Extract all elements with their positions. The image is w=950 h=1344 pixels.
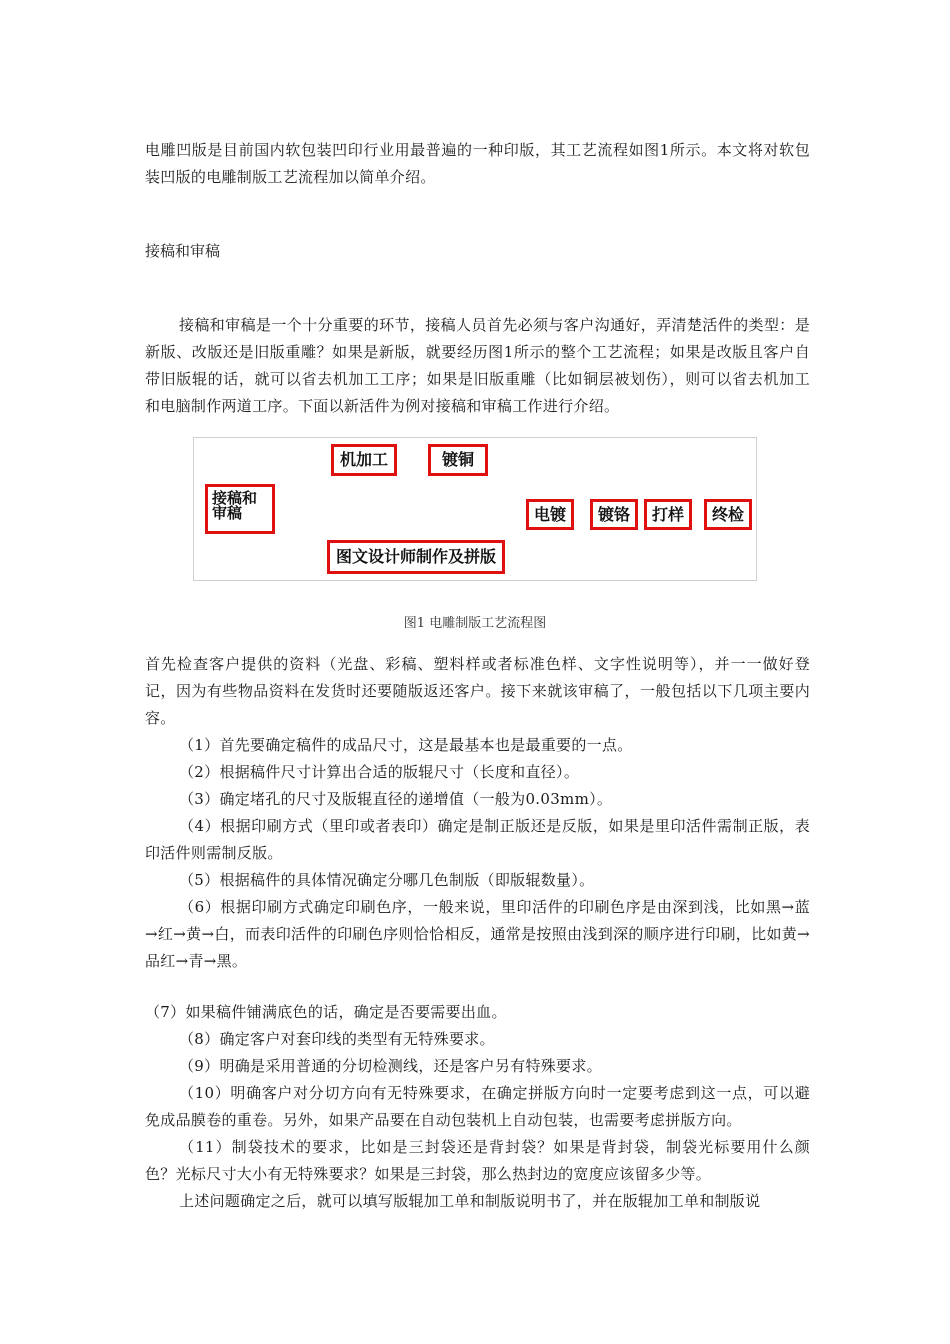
flow-box-machining: 机加工 <box>331 444 397 476</box>
list-item-7: （7）如果稿件铺满底色的话，确定是否要需要出血。 <box>145 1003 507 1021</box>
section-heading: 接稿和审稿 <box>145 242 221 260</box>
body-block-2 <box>145 999 810 1215</box>
flow-box-electroplate: 电镀 <box>526 499 574 530</box>
body-paragraph-1: 首先检查客户提供的资料（光盘、彩稿、塑料样或者标准色样、文字性说明等），并一一做好登记，因为有些物品资料在发货时还要随版返还客户。接下来就该审稿了，一般包括以下几项主要内容。 <box>145 655 810 727</box>
list-item-6: （6）根据印刷方式确定印刷色序，一般来说，里印活件的印刷色序是由深到浅，比如黑→蓝→红→黄→白，而表印活件的印刷色序则恰恰相反，通常是按照由浅到深的顺序进行印刷，比如黄→品红→青→黑。 <box>145 898 810 970</box>
list-item-3: （3）确定堵孔的尺寸及版辊直径的递增值（一般为0.03mm）。 <box>179 790 613 808</box>
list-item-1: （1）首先要确定稿件的成品尺寸，这是最基本也是最重要的一点。 <box>179 736 633 754</box>
flow-box-copper: 镀铜 <box>428 444 488 476</box>
intro-paragraph <box>145 137 810 191</box>
figure-caption: 图1 电雕制版工艺流程图 <box>403 616 547 631</box>
list-item-11: （11）制袋技术的要求，比如是三封袋还是背封袋？如果是背封袋，制袋光标要用什么颜色？光标尺寸大小有无特殊要求？如果是三封袋，那么热封边的宽度应该留多少等。 <box>145 1138 810 1183</box>
list-item-8: （8）确定客户对套印线的类型有无特殊要求。 <box>179 1030 495 1048</box>
list-item-10: （10）明确客户对分切方向有无特殊要求，在确定拼版方向时一定要考虑到这一点，可以避免成品膜卷的重卷。另外，如果产品要在自动包装机上自动包装，也需要考虑拼版方向。 <box>145 1084 810 1129</box>
flow-box-receive: 接稿和审稿 <box>205 484 275 534</box>
flow-box-chrome: 镀铬 <box>590 499 638 530</box>
list-item-2: （2）根据稿件尺寸计算出合适的版辊尺寸（长度和直径）。 <box>179 763 580 781</box>
section-paragraph-block <box>145 312 810 420</box>
flow-box-final: 终检 <box>704 499 752 530</box>
flow-box-proof: 打样 <box>644 499 692 530</box>
closing-paragraph: 上述问题确定之后，就可以填写版辊加工单和制版说明书了，并在版辊加工单和制版说 <box>179 1192 761 1210</box>
intro-text: 电雕凹版是目前国内软包装凹印行业用最普遍的一种印版，其工艺流程如图1所示。本文将对软包装凹版的电雕制版工艺流程加以简单介绍。 <box>145 141 810 186</box>
section-paragraph: 接稿和审稿是一个十分重要的环节，接稿人员首先必须与客户沟通好，弄清楚活件的类型：是新版、改版还是旧版重雕？如果是新版，就要经历图1所示的整个工艺流程；如果是改版且客户自带旧版辊的话，就可以省去机加工工序；如果是旧版重雕（比如铜层被划伤），则可以省去机加工和电脑制作两道工序。下面以新活件为例对接稿和审稿工作进行介绍。 <box>145 316 810 415</box>
list-item-4: （4）根据印刷方式（里印或者表印）确定是制正版还是反版，如果是里印活件需制正版，表印活件则需制反版。 <box>145 817 810 862</box>
list-item-9: （9）明确是采用普通的分切检测线，还是客户另有特殊要求。 <box>179 1057 602 1075</box>
process-flow-figure <box>193 437 757 581</box>
body-block-1 <box>145 651 810 975</box>
list-item-5: （5）根据稿件的具体情况确定分哪几色制版（即版辊数量）。 <box>179 871 595 889</box>
flow-box-design: 图文设计师制作及拼版 <box>327 540 505 574</box>
